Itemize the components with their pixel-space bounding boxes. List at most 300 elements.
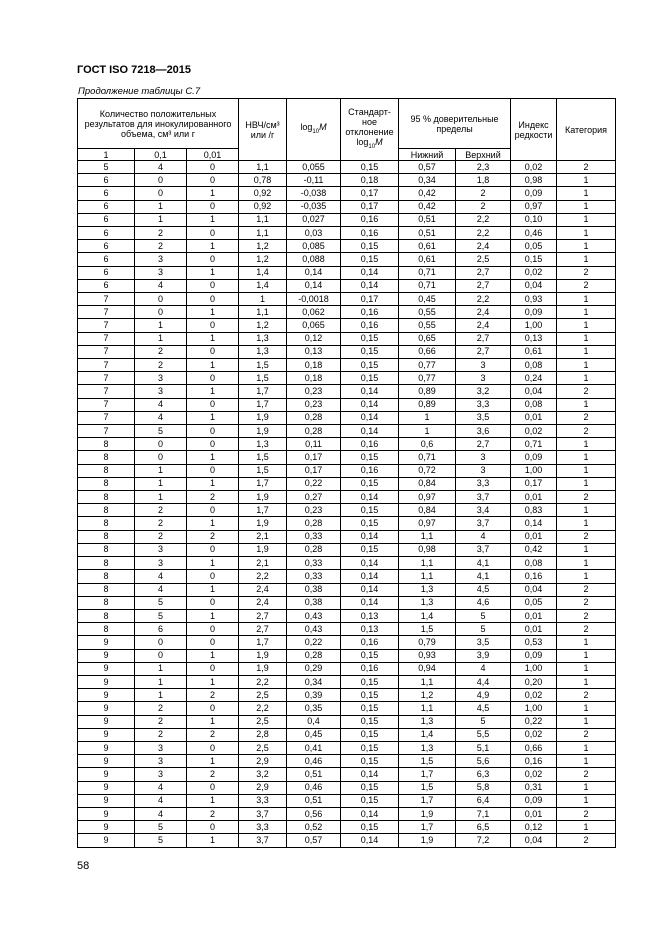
category-cell: 1 bbox=[557, 293, 616, 306]
std-dev-cell: 0,17 bbox=[341, 187, 399, 200]
std-dev-cell: 0,14 bbox=[341, 279, 399, 292]
volume-0-01-cell: 1 bbox=[187, 187, 239, 200]
volume-0-01-header: 0,01 bbox=[187, 149, 239, 161]
table-row bbox=[78, 385, 616, 398]
upper-limit-cell: 6,3 bbox=[456, 768, 511, 781]
std-dev-log-variable: M bbox=[375, 137, 383, 148]
upper-limit-cell: 2,4 bbox=[456, 319, 511, 332]
mpn-cell: 1,9 bbox=[239, 517, 287, 530]
lower-limit-cell: 0,45 bbox=[399, 293, 456, 306]
log-subscript: 10 bbox=[312, 128, 320, 135]
rarity-index-cell: 0,15 bbox=[511, 253, 557, 266]
lower-limit-cell: 0,77 bbox=[399, 359, 456, 372]
category-header: Категория bbox=[557, 99, 616, 161]
table-row bbox=[78, 213, 616, 226]
lower-limit-cell: 1,4 bbox=[399, 609, 456, 622]
mpn-cell: 3,7 bbox=[239, 807, 287, 820]
table-row bbox=[78, 583, 616, 596]
upper-limit-cell: 2,7 bbox=[456, 438, 511, 451]
category-cell: 1 bbox=[557, 781, 616, 794]
lower-limit-cell: 0,57 bbox=[399, 161, 456, 174]
upper-limit-cell: 3,6 bbox=[456, 425, 511, 438]
mpn-cell: 1,2 bbox=[239, 240, 287, 253]
mpn-cell: 3,3 bbox=[239, 794, 287, 807]
category-cell: 1 bbox=[557, 477, 616, 490]
volume-0-01-cell: 0 bbox=[187, 623, 239, 636]
std-dev-cell: 0,14 bbox=[341, 411, 399, 424]
volume-1-cell: 9 bbox=[78, 636, 135, 649]
volume-1-cell: 8 bbox=[78, 504, 135, 517]
lower-limit-cell: 0,97 bbox=[399, 491, 456, 504]
mpn-cell: 2,1 bbox=[239, 530, 287, 543]
volume-0-1-cell: 0 bbox=[135, 174, 187, 187]
volume-0-01-cell: 2 bbox=[187, 807, 239, 820]
mpn-cell: 1,1 bbox=[239, 213, 287, 226]
volume-0-1-cell: 1 bbox=[135, 477, 187, 490]
rarity-index-cell: 0,02 bbox=[511, 728, 557, 741]
table-row bbox=[78, 240, 616, 253]
std-dev-cell: 0,14 bbox=[341, 807, 399, 820]
lower-limit-cell: 1,1 bbox=[399, 557, 456, 570]
volume-0-1-cell: 0 bbox=[135, 438, 187, 451]
rarity-index-cell: 0,09 bbox=[511, 649, 557, 662]
category-cell: 1 bbox=[557, 451, 616, 464]
category-cell: 1 bbox=[557, 213, 616, 226]
rarity-index-header: Индекс редкости bbox=[511, 99, 557, 161]
volume-0-01-cell: 2 bbox=[187, 530, 239, 543]
std-dev-cell: 0,16 bbox=[341, 662, 399, 675]
log-m-cell: -0,0018 bbox=[287, 293, 341, 306]
confidence-limits-header: 95 % доверительные пределы bbox=[399, 99, 511, 149]
volume-1-cell: 6 bbox=[78, 253, 135, 266]
volume-0-1-cell: 3 bbox=[135, 768, 187, 781]
category-cell: 2 bbox=[557, 609, 616, 622]
volume-0-01-cell: 1 bbox=[187, 675, 239, 688]
lower-limit-cell: 1,5 bbox=[399, 755, 456, 768]
volume-1-cell: 6 bbox=[78, 240, 135, 253]
table-row bbox=[78, 781, 616, 794]
lower-limit-cell: 0,77 bbox=[399, 372, 456, 385]
table-row bbox=[78, 293, 616, 306]
category-cell: 1 bbox=[557, 464, 616, 477]
table-row bbox=[78, 741, 616, 754]
table-row bbox=[78, 266, 616, 279]
volume-1-cell: 6 bbox=[78, 187, 135, 200]
log-m-cell: 0,22 bbox=[287, 477, 341, 490]
volume-1-cell: 9 bbox=[78, 702, 135, 715]
volume-1-cell: 8 bbox=[78, 451, 135, 464]
log-m-cell: 0,23 bbox=[287, 398, 341, 411]
volume-1-cell: 7 bbox=[78, 306, 135, 319]
rarity-index-cell: 1,00 bbox=[511, 319, 557, 332]
log-m-cell: 0,38 bbox=[287, 583, 341, 596]
upper-limit-cell: 5 bbox=[456, 715, 511, 728]
category-cell: 1 bbox=[557, 517, 616, 530]
mpn-cell: 2,4 bbox=[239, 583, 287, 596]
upper-limit-cell: 2,7 bbox=[456, 266, 511, 279]
category-cell: 1 bbox=[557, 174, 616, 187]
lower-limit-cell: 1,2 bbox=[399, 689, 456, 702]
std-dev-cell: 0,15 bbox=[341, 675, 399, 688]
lower-limit-cell: 0,71 bbox=[399, 266, 456, 279]
volume-0-01-cell: 0 bbox=[187, 253, 239, 266]
std-dev-cell: 0,15 bbox=[341, 715, 399, 728]
volume-0-1-cell: 2 bbox=[135, 240, 187, 253]
volume-0-01-cell: 1 bbox=[187, 755, 239, 768]
volume-0-01-cell: 0 bbox=[187, 438, 239, 451]
table-row bbox=[78, 517, 616, 530]
volume-1-cell: 7 bbox=[78, 425, 135, 438]
upper-limit-cell: 3,2 bbox=[456, 385, 511, 398]
rarity-index-cell: 0,22 bbox=[511, 715, 557, 728]
volume-0-01-cell: 0 bbox=[187, 636, 239, 649]
volume-0-1-cell: 0 bbox=[135, 293, 187, 306]
lower-limit-cell: 1,3 bbox=[399, 596, 456, 609]
volume-0-01-cell: 1 bbox=[187, 609, 239, 622]
table-row bbox=[78, 557, 616, 570]
lower-limit-cell: 0,61 bbox=[399, 240, 456, 253]
volume-0-01-cell: 0 bbox=[187, 543, 239, 556]
std-dev-cell: 0,14 bbox=[341, 385, 399, 398]
volume-0-01-cell: 1 bbox=[187, 213, 239, 226]
volume-0-1-cell: 0 bbox=[135, 451, 187, 464]
upper-limit-cell: 5,8 bbox=[456, 781, 511, 794]
rarity-index-cell: 0,98 bbox=[511, 174, 557, 187]
std-dev-cell: 0,17 bbox=[341, 293, 399, 306]
volume-0-01-cell: 1 bbox=[187, 517, 239, 530]
lower-limit-cell: 0,34 bbox=[399, 174, 456, 187]
std-dev-cell: 0,14 bbox=[341, 834, 399, 847]
upper-limit-cell: 4,5 bbox=[456, 702, 511, 715]
std-dev-cell: 0,14 bbox=[341, 398, 399, 411]
volume-1-cell: 7 bbox=[78, 372, 135, 385]
rarity-index-cell: 0,20 bbox=[511, 675, 557, 688]
category-cell: 1 bbox=[557, 649, 616, 662]
volume-1-cell: 9 bbox=[78, 821, 135, 834]
std-dev-cell: 0,16 bbox=[341, 319, 399, 332]
rarity-index-cell: 0,02 bbox=[511, 689, 557, 702]
rarity-index-cell: 0,17 bbox=[511, 477, 557, 490]
category-cell: 1 bbox=[557, 240, 616, 253]
log-m-cell: 0,46 bbox=[287, 755, 341, 768]
upper-limit-cell: 4,1 bbox=[456, 570, 511, 583]
table-row bbox=[78, 715, 616, 728]
table-row bbox=[78, 319, 616, 332]
table-row bbox=[78, 174, 616, 187]
mpn-cell: 1,5 bbox=[239, 372, 287, 385]
lower-limit-cell: 0,66 bbox=[399, 345, 456, 358]
upper-limit-cell: 4,9 bbox=[456, 689, 511, 702]
mpn-cell: 1,7 bbox=[239, 636, 287, 649]
log-m-cell: 0,14 bbox=[287, 279, 341, 292]
std-dev-cell: 0,15 bbox=[341, 477, 399, 490]
volume-0-01-cell: 0 bbox=[187, 161, 239, 174]
lower-limit-cell: 0,71 bbox=[399, 451, 456, 464]
volume-0-01-cell: 0 bbox=[187, 319, 239, 332]
mpn-cell: 1,7 bbox=[239, 385, 287, 398]
mpn-cell: 1 bbox=[239, 293, 287, 306]
volume-0-01-cell: 1 bbox=[187, 583, 239, 596]
lower-limit-cell: 1,3 bbox=[399, 583, 456, 596]
volume-1-cell: 6 bbox=[78, 279, 135, 292]
volume-1-cell: 9 bbox=[78, 728, 135, 741]
upper-limit-cell: 3 bbox=[456, 451, 511, 464]
rarity-index-cell: 0,02 bbox=[511, 266, 557, 279]
category-cell: 1 bbox=[557, 332, 616, 345]
upper-limit-cell: 4,5 bbox=[456, 583, 511, 596]
category-cell: 1 bbox=[557, 702, 616, 715]
volume-1-cell: 6 bbox=[78, 213, 135, 226]
std-dev-cell: 0,14 bbox=[341, 570, 399, 583]
volume-0-01-cell: 1 bbox=[187, 649, 239, 662]
upper-limit-header: Верхний bbox=[456, 149, 511, 161]
volume-0-01-cell: 0 bbox=[187, 662, 239, 675]
table-row bbox=[78, 279, 616, 292]
volume-0-01-cell: 0 bbox=[187, 293, 239, 306]
upper-limit-cell: 7,1 bbox=[456, 807, 511, 820]
std-dev-log-prefix: log bbox=[356, 137, 369, 148]
volume-0-01-cell: 1 bbox=[187, 240, 239, 253]
upper-limit-cell: 4 bbox=[456, 530, 511, 543]
volume-1-cell: 7 bbox=[78, 293, 135, 306]
volume-0-01-cell: 0 bbox=[187, 372, 239, 385]
volume-0-1-cell: 4 bbox=[135, 583, 187, 596]
rarity-index-cell: 0,13 bbox=[511, 332, 557, 345]
rarity-index-cell: 0,02 bbox=[511, 768, 557, 781]
std-dev-cell: 0,13 bbox=[341, 609, 399, 622]
volume-1-cell: 9 bbox=[78, 662, 135, 675]
log-m-cell: 0,35 bbox=[287, 702, 341, 715]
table-row bbox=[78, 623, 616, 636]
volume-0-01-cell: 2 bbox=[187, 728, 239, 741]
table-row bbox=[78, 425, 616, 438]
log-m-cell: 0,33 bbox=[287, 530, 341, 543]
category-cell: 1 bbox=[557, 636, 616, 649]
lower-limit-cell: 0,51 bbox=[399, 227, 456, 240]
category-cell: 1 bbox=[557, 741, 616, 754]
volume-1-cell: 9 bbox=[78, 834, 135, 847]
volume-0-1-cell: 0 bbox=[135, 636, 187, 649]
mpn-cell: 1,7 bbox=[239, 477, 287, 490]
mpn-cell: 2,9 bbox=[239, 781, 287, 794]
volume-0-01-cell: 0 bbox=[187, 570, 239, 583]
category-cell: 2 bbox=[557, 530, 616, 543]
upper-limit-cell: 3,3 bbox=[456, 477, 511, 490]
log-m-cell: -0,035 bbox=[287, 200, 341, 213]
lower-limit-cell: 0,89 bbox=[399, 398, 456, 411]
volume-0-01-cell: 1 bbox=[187, 266, 239, 279]
upper-limit-cell: 3,7 bbox=[456, 491, 511, 504]
table-row bbox=[78, 253, 616, 266]
std-dev-cell: 0,14 bbox=[341, 557, 399, 570]
mpn-cell: 0,92 bbox=[239, 187, 287, 200]
mpn-cell: 0,78 bbox=[239, 174, 287, 187]
volume-0-01-cell: 1 bbox=[187, 411, 239, 424]
volume-0-01-cell: 1 bbox=[187, 306, 239, 319]
volume-0-1-cell: 1 bbox=[135, 200, 187, 213]
volume-0-1-cell: 2 bbox=[135, 345, 187, 358]
upper-limit-cell: 5 bbox=[456, 623, 511, 636]
std-dev-cell: 0,15 bbox=[341, 781, 399, 794]
mpn-cell: 1,1 bbox=[239, 161, 287, 174]
upper-limit-cell: 2,3 bbox=[456, 161, 511, 174]
volume-1-cell: 7 bbox=[78, 385, 135, 398]
mpn-cell: 1,3 bbox=[239, 332, 287, 345]
lower-limit-header: Нижний bbox=[399, 149, 456, 161]
volume-0-1-cell: 3 bbox=[135, 543, 187, 556]
upper-limit-cell: 2,4 bbox=[456, 306, 511, 319]
std-dev-label: Стандарт-ное отклонение bbox=[345, 107, 394, 138]
volume-0-1-cell: 4 bbox=[135, 279, 187, 292]
log-m-cell: 0,065 bbox=[287, 319, 341, 332]
log-m-cell: 0,17 bbox=[287, 464, 341, 477]
document-header: ГОСТ ISO 7218—2015 bbox=[77, 64, 192, 76]
volume-0-1-cell: 2 bbox=[135, 530, 187, 543]
rarity-index-cell: 0,02 bbox=[511, 425, 557, 438]
rarity-index-cell: 0,04 bbox=[511, 583, 557, 596]
volume-0-1-cell: 0 bbox=[135, 306, 187, 319]
lower-limit-cell: 0,84 bbox=[399, 477, 456, 490]
upper-limit-cell: 3,7 bbox=[456, 543, 511, 556]
log-m-cell: 0,23 bbox=[287, 504, 341, 517]
lower-limit-cell: 0,93 bbox=[399, 649, 456, 662]
lower-limit-cell: 1,4 bbox=[399, 728, 456, 741]
volume-1-cell: 6 bbox=[78, 266, 135, 279]
table-row bbox=[78, 570, 616, 583]
std-dev-cell: 0,16 bbox=[341, 213, 399, 226]
rarity-index-cell: 0,04 bbox=[511, 834, 557, 847]
volume-0-1-cell: 2 bbox=[135, 728, 187, 741]
log-m-cell: 0,34 bbox=[287, 675, 341, 688]
rarity-index-cell: 0,31 bbox=[511, 781, 557, 794]
volume-0-1-cell: 5 bbox=[135, 596, 187, 609]
table-row bbox=[78, 596, 616, 609]
std-dev-cell: 0,16 bbox=[341, 227, 399, 240]
category-cell: 2 bbox=[557, 491, 616, 504]
lower-limit-cell: 1,1 bbox=[399, 702, 456, 715]
table-row bbox=[78, 834, 616, 847]
lower-limit-cell: 1,9 bbox=[399, 834, 456, 847]
upper-limit-cell: 3 bbox=[456, 359, 511, 372]
volume-0-01-cell: 0 bbox=[187, 279, 239, 292]
mpn-cell: 1,9 bbox=[239, 491, 287, 504]
mpn-cell: 1,5 bbox=[239, 451, 287, 464]
std-dev-cell: 0,17 bbox=[341, 200, 399, 213]
rarity-index-cell: 0,02 bbox=[511, 161, 557, 174]
volume-0-1-cell: 5 bbox=[135, 821, 187, 834]
table-row bbox=[78, 609, 616, 622]
table-row bbox=[78, 530, 616, 543]
mpn-cell: 1,3 bbox=[239, 345, 287, 358]
upper-limit-cell: 2,2 bbox=[456, 293, 511, 306]
table-row bbox=[78, 227, 616, 240]
volume-1-cell: 7 bbox=[78, 359, 135, 372]
category-cell: 1 bbox=[557, 306, 616, 319]
table-row bbox=[78, 359, 616, 372]
std-dev-cell: 0,15 bbox=[341, 821, 399, 834]
category-cell: 2 bbox=[557, 411, 616, 424]
mpn-cell: 1,7 bbox=[239, 504, 287, 517]
mpn-header: НВЧ/см³ или /г bbox=[239, 99, 287, 161]
volume-0-1-cell: 5 bbox=[135, 834, 187, 847]
table-row bbox=[78, 755, 616, 768]
upper-limit-cell: 2,2 bbox=[456, 213, 511, 226]
table-caption: Продолжение таблицы С.7 bbox=[78, 86, 201, 97]
volume-1-cell: 8 bbox=[78, 464, 135, 477]
volume-0-1-cell: 6 bbox=[135, 623, 187, 636]
lower-limit-cell: 1,3 bbox=[399, 715, 456, 728]
lower-limit-cell: 0,79 bbox=[399, 636, 456, 649]
table-row bbox=[78, 345, 616, 358]
volume-0-1-cell: 4 bbox=[135, 411, 187, 424]
mpn-cell: 2,7 bbox=[239, 623, 287, 636]
log-m-cell: 0,51 bbox=[287, 794, 341, 807]
volume-0-1-cell: 0 bbox=[135, 187, 187, 200]
mpn-cell: 2,2 bbox=[239, 675, 287, 688]
lower-limit-cell: 1 bbox=[399, 425, 456, 438]
category-cell: 1 bbox=[557, 675, 616, 688]
table-row bbox=[78, 464, 616, 477]
upper-limit-cell: 2,4 bbox=[456, 240, 511, 253]
volume-0-01-cell: 1 bbox=[187, 451, 239, 464]
log-m-cell: 0,23 bbox=[287, 385, 341, 398]
mpn-cell: 2,5 bbox=[239, 689, 287, 702]
rarity-index-cell: 0,83 bbox=[511, 504, 557, 517]
log-m-cell: 0,03 bbox=[287, 227, 341, 240]
volume-0-1-cell: 1 bbox=[135, 662, 187, 675]
category-cell: 2 bbox=[557, 279, 616, 292]
lower-limit-cell: 0,42 bbox=[399, 200, 456, 213]
lower-limit-cell: 1,1 bbox=[399, 530, 456, 543]
mpn-cell: 3,7 bbox=[239, 834, 287, 847]
lower-limit-cell: 0,72 bbox=[399, 464, 456, 477]
volume-0-1-cell: 0 bbox=[135, 649, 187, 662]
upper-limit-cell: 3,9 bbox=[456, 649, 511, 662]
category-cell: 1 bbox=[557, 372, 616, 385]
upper-limit-cell: 3 bbox=[456, 464, 511, 477]
log-m-cell: 0,27 bbox=[287, 491, 341, 504]
log-m-cell: 0,18 bbox=[287, 359, 341, 372]
mpn-cell: 2,8 bbox=[239, 728, 287, 741]
volume-0-1-header: 0,1 bbox=[135, 149, 187, 161]
volume-1-header: 1 bbox=[78, 149, 135, 161]
volume-0-01-cell: 0 bbox=[187, 596, 239, 609]
category-cell: 2 bbox=[557, 807, 616, 820]
upper-limit-cell: 6,5 bbox=[456, 821, 511, 834]
lower-limit-cell: 0,97 bbox=[399, 517, 456, 530]
volume-0-1-cell: 5 bbox=[135, 425, 187, 438]
category-cell: 2 bbox=[557, 728, 616, 741]
category-cell: 1 bbox=[557, 715, 616, 728]
log-m-cell: 0,45 bbox=[287, 728, 341, 741]
lower-limit-cell: 1,1 bbox=[399, 675, 456, 688]
table-row bbox=[78, 451, 616, 464]
upper-limit-cell: 5,5 bbox=[456, 728, 511, 741]
lower-limit-cell: 1,9 bbox=[399, 807, 456, 820]
lower-limit-cell: 0,42 bbox=[399, 187, 456, 200]
table-row bbox=[78, 161, 616, 174]
volume-1-cell: 8 bbox=[78, 570, 135, 583]
volume-1-cell: 8 bbox=[78, 557, 135, 570]
log-m-cell: 0,28 bbox=[287, 649, 341, 662]
mpn-cell: 1,1 bbox=[239, 306, 287, 319]
lower-limit-cell: 0,6 bbox=[399, 438, 456, 451]
volume-0-1-cell: 4 bbox=[135, 781, 187, 794]
category-cell: 1 bbox=[557, 504, 616, 517]
rarity-index-cell: 0,04 bbox=[511, 385, 557, 398]
upper-limit-cell: 2,7 bbox=[456, 332, 511, 345]
std-dev-cell: 0,15 bbox=[341, 649, 399, 662]
